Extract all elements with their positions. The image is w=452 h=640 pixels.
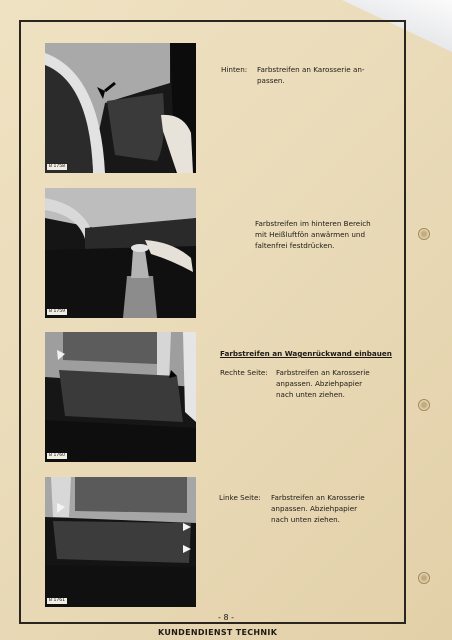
- punch-hole: [418, 399, 430, 411]
- step-3-line-1: Farbstreifen an Karosserie: [276, 368, 370, 377]
- step-3-text: [220, 348, 392, 400]
- step-4-label: Linke Seite:: [219, 493, 261, 502]
- photo-heat-gun: [45, 188, 196, 318]
- photo-code: B 1760: [49, 453, 65, 458]
- photo-right-side: [45, 332, 196, 462]
- step-3-line-2: anpassen. Abziehpapier: [276, 379, 363, 388]
- photo-heat-gun-image: [45, 188, 196, 318]
- footer-title: KUNDENDIENST TECHNIK: [158, 628, 278, 637]
- photo-rear-fender-image: [45, 43, 196, 173]
- step-2-line-1: Farbstreifen im hinteren Bereich: [255, 219, 371, 228]
- photo-right-side-image: [45, 332, 196, 462]
- page-number: - 8 -: [218, 613, 234, 622]
- step-3-label: Rechte Seite:: [220, 368, 268, 377]
- step-1-label: Hinten:: [221, 65, 248, 74]
- photo-left-side: [45, 477, 196, 607]
- photo-left-side-image: [45, 477, 196, 607]
- step-2-line-3: faltenfrei festdrücken.: [255, 241, 335, 250]
- step-3-line-3: nach unten ziehen.: [276, 390, 345, 399]
- photo-code: B 1761: [49, 598, 65, 603]
- step-4-line-2: anpassen. Abziehpapier: [271, 504, 358, 513]
- step-4-line-3: nach unten ziehen.: [271, 515, 340, 524]
- photo-code: B 1759: [49, 309, 65, 314]
- section-heading: Farbstreifen an Wagenrückwand einbauen: [220, 349, 392, 358]
- step-1-text: [221, 64, 365, 86]
- punch-hole: [418, 228, 430, 240]
- step-1-line-2: passen.: [257, 76, 285, 85]
- step-2-line-2: mit Heißluftfön anwärmen und: [255, 230, 366, 239]
- step-4-text: [219, 492, 365, 525]
- punch-hole: [418, 572, 430, 584]
- photo-rear-fender: [45, 43, 196, 173]
- step-4-line-1: Farbstreifen an Karosserie: [271, 493, 365, 502]
- step-1-line-1: Farbstreifen an Karosserie an-: [257, 65, 365, 74]
- step-2-text: [255, 218, 371, 251]
- photo-code: B 1758: [49, 164, 65, 169]
